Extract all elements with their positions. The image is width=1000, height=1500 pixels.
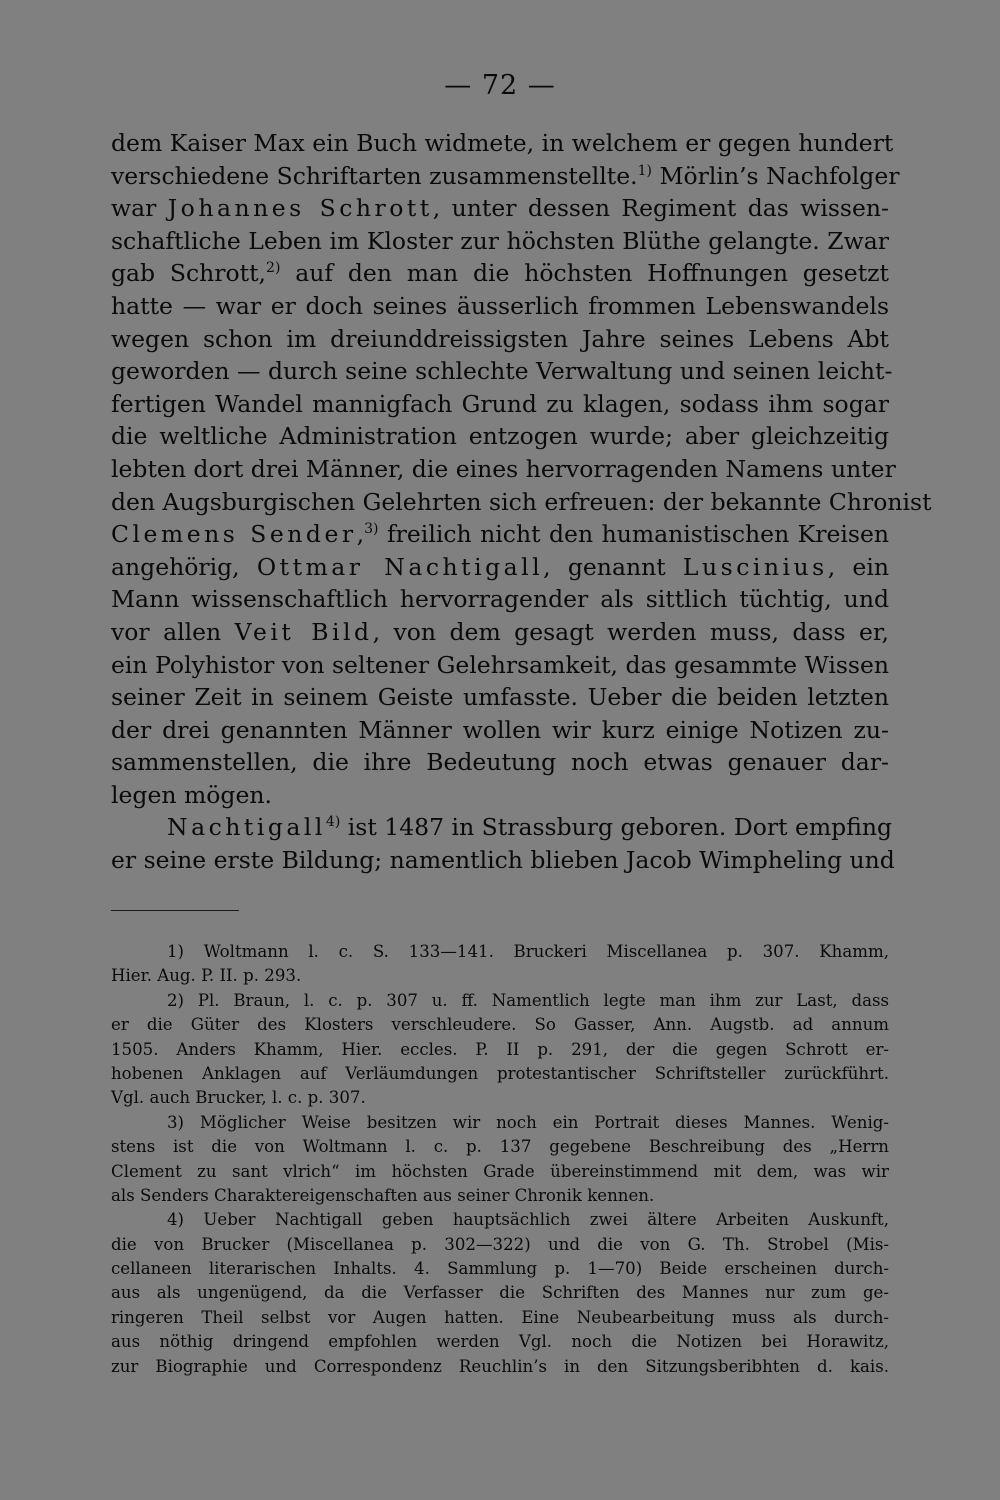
text-line: Clemens Sender,$^{3)}$ freilich nicht den humanistischen Kreisen	[111, 520, 889, 549]
spaced-name: Johannes Schrott	[167, 194, 433, 223]
footnote-line: stens ist die von Woltmann l. c. p. 137 gegebene Beschreibung des „Herrn	[111, 1137, 889, 1157]
text-line: legen mögen.	[111, 780, 272, 809]
footnote-line: als Senders Charaktereigenschaften aus seiner Chronik kennen.	[111, 1185, 655, 1205]
spaced-name: Clemens Sender	[111, 520, 357, 549]
text-line: er seine erste Bildung; namentlich blieben Jacob Wimpheling und	[111, 846, 895, 875]
text-line: der drei genannten Männer wollen wir kurz einige Notizen zu-	[111, 715, 889, 744]
footnote-line: ringeren Theil selbst vor Augen hatten. Eine Neubearbeitung muss als durch-	[111, 1307, 889, 1327]
text-line: schaftliche Leben im Kloster zur höchsten Blüthe gelangte. Zwar	[111, 226, 889, 255]
footnote-line: 3) Möglicher Weise besitzen wir noch ein Portrait dieses Mannes. Wenig-	[167, 1112, 889, 1132]
spaced-name: Nachtigall	[167, 813, 326, 842]
footnote-line: cellaneen literarischen Inhalts. 4. Sammlung p. 1—70) Beide erscheinen durch-	[111, 1259, 889, 1279]
footnote-line: aus nöthig dringend empfohlen werden Vgl. noch die Notizen bei Horawitz,	[111, 1332, 889, 1352]
spaced-name: Ottmar Nachtigall	[256, 552, 544, 581]
page-number: — 72 —	[444, 70, 556, 101]
text-line: seiner Zeit in seinem Geiste umfasste. Ueber die beiden letzten	[111, 683, 889, 712]
footnote-line: aus als ungenügend, da die Verfasser die Schriften des Mannes nur zum ge-	[111, 1283, 889, 1303]
text-line: geworden — durch seine schlechte Verwaltung und seinen leicht-	[111, 357, 893, 386]
text-line: den Augsburgischen Gelehrten sich erfreuen: der bekannte Chronist	[111, 487, 932, 516]
footnote-ref[interactable]: 1)	[637, 162, 652, 179]
text-line: lebten dort drei Männer, die eines hervorragenden Namens unter	[111, 454, 896, 483]
text-line: ein Polyhistor von seltener Gelehrsamkeit, das gesammte Wissen	[111, 650, 889, 679]
footnote-line: 1505. Anders Khamm, Hier. eccles. P. II p. 291, der die gegen Schrott er-	[111, 1039, 889, 1059]
footnote-ref[interactable]: 2)	[266, 260, 281, 277]
footnote-line: Vgl. auch Brucker, l. c. p. 307.	[111, 1088, 366, 1108]
footnote-line: die von Brucker (Miscellanea p. 302—322) und die von G. Th. Strobel (Mis-	[111, 1234, 889, 1254]
text-line: fertigen Wandel mannigfach Grund zu klagen, sodass ihm sogar	[111, 389, 889, 418]
text-line: war Johannes Schrott, unter dessen Regiment das wissen-	[111, 194, 889, 223]
spaced-name: Luscinius	[682, 552, 828, 581]
text-line: vor allen Veit Bild, von dem gesagt werden muss, dass er,	[111, 617, 889, 646]
text-line: dem Kaiser Max ein Buch widmete, in welchem er gegen hundert	[111, 129, 894, 157]
text-line: angehörig, Ottmar Nachtigall, genannt Luscinius, ein	[111, 552, 889, 581]
footnote-divider	[111, 910, 239, 911]
text-line: wegen schon im dreiunddreissigsten Jahre seines Lebens Abt	[111, 324, 889, 353]
footnote-line: zur Biographie und Correspondenz Reuchlin’s in den Sitzungsberibhten d. kais.	[111, 1356, 889, 1376]
footnote-line: hobenen Anklagen auf Verläumdungen protestantischer Schriftsteller zurückführt.	[111, 1063, 889, 1083]
text-line: sammenstellen, die ihre Bedeutung noch etwas genauer dar-	[111, 748, 889, 777]
footnote-ref[interactable]: 4)	[325, 814, 341, 831]
footnote-line: Clement zu sant vlrich“ im höchsten Grade übereinstimmend mit dem, was wir	[111, 1161, 889, 1181]
text-line: Mann wissenschaftlich hervorragender als sittlich tüchtig, und	[111, 585, 889, 614]
text-line: Nachtigall$^{4)}$ ist 1487 in Strassburg geboren. Dort empfing	[167, 813, 893, 842]
footnote-line: 2) Pl. Braun, l. c. p. 307 u. ff. Namentlich legte man ihm zur Last, dass	[167, 990, 889, 1010]
text-line: gab Schrott,$^{2)}$ auf den man die höchsten Hoffnungen gesetzt	[111, 259, 889, 288]
spaced-name: Veit Bild	[234, 617, 373, 646]
text-line: verschiedene Schriftarten zusammenstellte.$^{1)}$ Mörlin’s Nachfolger	[111, 161, 900, 190]
footnote-line: 1) Woltmann l. c. S. 133—141. Bruckeri Miscellanea p. 307. Khamm,	[167, 942, 889, 961]
text-line: die weltliche Administration entzogen wurde; aber gleichzeitig	[111, 422, 889, 451]
footnote-line: er die Güter des Klosters verschleudere. So Gasser, Ann. Augstb. ad annum	[111, 1015, 889, 1035]
main-text	[111, 127, 932, 877]
footnotes	[111, 940, 889, 1379]
footnote-line: 4) Ueber Nachtigall geben hauptsächlich zwei ältere Arbeiten Auskunft,	[167, 1210, 889, 1230]
footnote-line: Hier. Aug. P. II. p. 293.	[111, 966, 302, 986]
footnote-ref[interactable]: 3)	[364, 521, 379, 538]
text-line: hatte — war er doch seines äusserlich frommen Lebenswandels	[111, 291, 889, 320]
